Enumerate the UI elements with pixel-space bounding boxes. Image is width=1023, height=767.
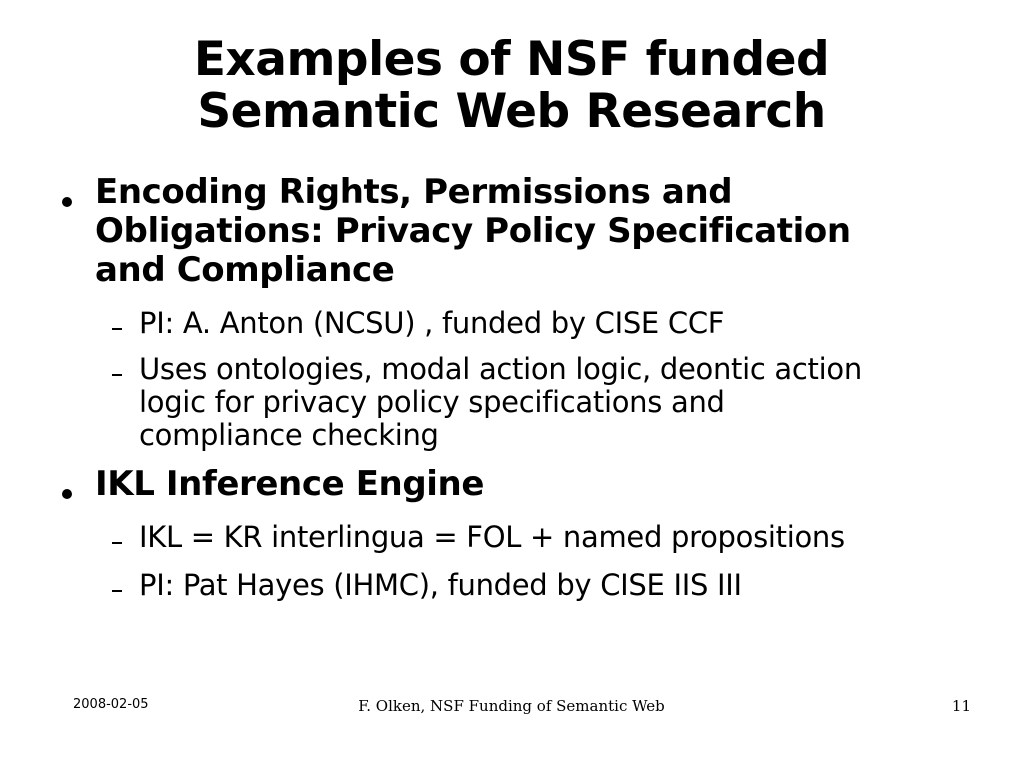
sub-bullet-line: IKL = KR interlingua = FOL + named propositions	[139, 520, 845, 554]
dash-icon	[112, 590, 122, 592]
bullet-heading-line: IKL Inference Engine	[95, 464, 484, 504]
slide-title	[0, 34, 1023, 138]
footer-date: 2008-02-05	[73, 697, 149, 712]
bullet-heading	[95, 173, 975, 290]
sub-bullet-line: logic for privacy policy specifications and	[139, 385, 725, 419]
bullet-dot-icon	[62, 197, 72, 207]
sub-bullet-line: PI: A. Anton (NCSU) , funded by CISE CCF	[139, 306, 725, 340]
dash-icon	[112, 328, 122, 330]
sub-bullet-text	[139, 521, 969, 554]
slide-title-line-2: Semantic Web Research	[197, 84, 826, 139]
bullet-heading-line: Encoding Rights, Permissions and	[95, 172, 733, 212]
bullet-heading	[95, 465, 975, 504]
page-number: 11	[951, 697, 971, 715]
dash-icon	[112, 374, 122, 376]
bullet-heading-line: Obligations: Privacy Policy Specification	[95, 211, 851, 251]
dash-icon	[112, 542, 122, 544]
sub-bullet-text	[139, 353, 969, 452]
bullet-dot-icon	[62, 489, 72, 499]
sub-bullet-line: PI: Pat Hayes (IHMC), funded by CISE IIS III	[139, 568, 742, 602]
sub-bullet-line: Uses ontologies, modal action logic, deontic action	[139, 352, 862, 386]
sub-bullet-line: compliance checking	[139, 418, 439, 452]
footer-title: F. Olken, NSF Funding of Semantic Web	[358, 697, 665, 715]
bullet-heading-line: and Compliance	[95, 250, 395, 290]
slide-title-line-1: Examples of NSF funded	[193, 32, 830, 87]
sub-bullet-text	[139, 307, 969, 340]
sub-bullet-text	[139, 569, 969, 602]
